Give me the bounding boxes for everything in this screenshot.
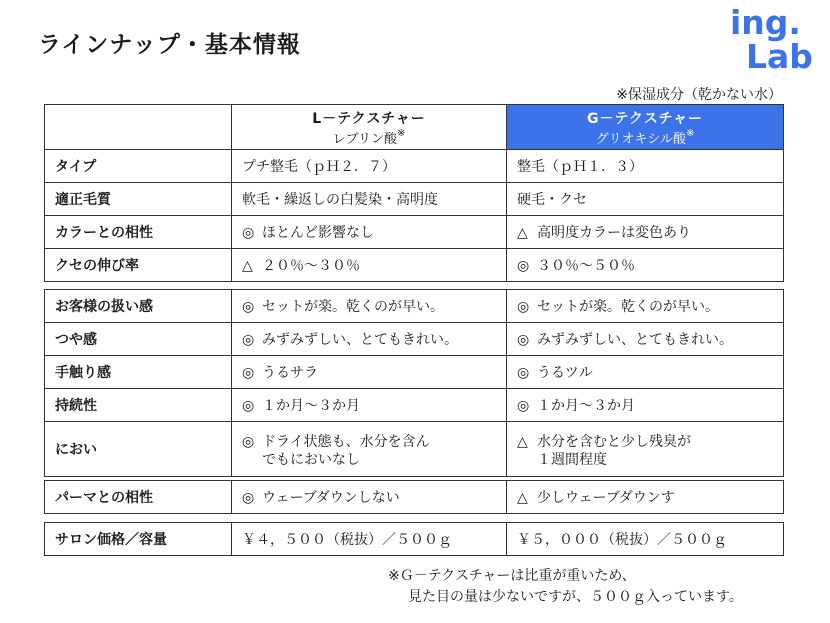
table-row bbox=[45, 183, 784, 216]
table-row bbox=[45, 249, 784, 282]
row-label: クセの伸び率 bbox=[45, 249, 232, 282]
rating-symbol: ◎ bbox=[242, 433, 255, 450]
comparison-table-perm bbox=[44, 480, 784, 514]
table-row bbox=[45, 422, 784, 477]
table-row bbox=[45, 216, 784, 249]
l-cell bbox=[232, 356, 507, 389]
rating-symbol: ◎ bbox=[517, 332, 530, 348]
l-texture-name: L－テクスチャー bbox=[312, 110, 426, 127]
g-texture-mark: ※ bbox=[686, 127, 695, 139]
header-l-texture bbox=[232, 105, 507, 150]
footer-note-line-2: 見た目の量は少ないですが、５００ｇ入っています。 bbox=[408, 589, 743, 605]
table-row bbox=[45, 323, 784, 356]
row-label: におい bbox=[45, 422, 232, 477]
rating-symbol: ◎ bbox=[242, 398, 255, 414]
rating-symbol: ◎ bbox=[242, 490, 255, 506]
row-label: パーマとの相性 bbox=[45, 481, 232, 514]
footer-note-line-1: ※Ｇ－テクスチャーは比重が重いため、 bbox=[388, 568, 636, 584]
header-empty-cell bbox=[45, 105, 232, 150]
table-row bbox=[45, 150, 784, 183]
l-cell-line-2: でもにおいなし bbox=[262, 451, 360, 468]
table-row bbox=[45, 523, 784, 556]
logo-line-1: ing. bbox=[730, 3, 801, 42]
rating-symbol: ◎ bbox=[517, 398, 530, 414]
table-row bbox=[45, 290, 784, 323]
l-cell-text: セットが楽。乾くのが早い。 bbox=[262, 299, 444, 315]
g-cell-text: みずみずしい、とてもきれい。 bbox=[537, 332, 733, 348]
comparison-table-feel bbox=[44, 289, 784, 477]
row-label: 持続性 bbox=[45, 389, 232, 422]
l-cell-text: うるサラ bbox=[262, 365, 318, 381]
l-texture-mark: ※ bbox=[397, 127, 406, 139]
rating-symbol: △ bbox=[517, 225, 528, 241]
rating-symbol: ◎ bbox=[242, 365, 255, 381]
top-note: ※保湿成分（乾かない水） bbox=[616, 87, 782, 103]
footer-note bbox=[388, 566, 743, 608]
g-cell: 整毛（ｐＨ１．３） bbox=[507, 150, 784, 183]
header-row bbox=[45, 105, 784, 150]
g-cell bbox=[507, 389, 784, 422]
row-label: お客様の扱い感 bbox=[45, 290, 232, 323]
g-texture-name: G－テクスチャー bbox=[586, 110, 704, 127]
rating-symbol: ◎ bbox=[517, 365, 530, 381]
l-cell bbox=[232, 422, 507, 477]
rating-symbol: △ bbox=[517, 490, 528, 506]
g-texture-ingredient: グリオキシル酸 bbox=[595, 131, 687, 147]
l-cell bbox=[232, 290, 507, 323]
rating-symbol: ◎ bbox=[242, 225, 255, 241]
l-cell bbox=[232, 249, 507, 282]
row-label: カラーとの相性 bbox=[45, 216, 232, 249]
l-cell bbox=[232, 323, 507, 356]
rating-symbol: ◎ bbox=[517, 258, 530, 274]
l-cell-text: ほとんど影響なし bbox=[262, 225, 374, 241]
l-cell-line-1: ドライ状態も、水分を含ん bbox=[262, 433, 430, 450]
header-g-texture bbox=[507, 105, 784, 150]
row-label: サロン価格／容量 bbox=[45, 523, 232, 556]
g-cell-text: セットが楽。乾くのが早い。 bbox=[537, 299, 719, 315]
l-cell-text: １か月～３か月 bbox=[262, 398, 360, 414]
g-cell bbox=[507, 249, 784, 282]
rating-symbol: ◎ bbox=[517, 299, 530, 315]
g-cell: 硬毛・クセ bbox=[507, 183, 784, 216]
l-cell bbox=[232, 216, 507, 249]
g-cell bbox=[507, 356, 784, 389]
logo-line-2: Lab bbox=[746, 37, 813, 76]
row-label: 手触り感 bbox=[45, 356, 232, 389]
l-cell-text: ２０％～３０％ bbox=[262, 258, 360, 274]
g-cell: ￥５，０００（税抜）／５００ｇ bbox=[507, 523, 784, 556]
g-cell-text: １か月～３か月 bbox=[537, 398, 635, 414]
rating-symbol: ◎ bbox=[242, 299, 255, 315]
rating-symbol: △ bbox=[517, 433, 528, 450]
l-cell-text: みずみずしい、とてもきれい。 bbox=[262, 332, 458, 348]
l-cell: ￥４，５００（税抜）／５００ｇ bbox=[232, 523, 507, 556]
g-cell-text: ３０％～５０％ bbox=[537, 258, 635, 274]
brand-logo bbox=[726, 3, 813, 76]
l-texture-ingredient: レブリン酸 bbox=[332, 131, 398, 147]
l-cell bbox=[232, 481, 507, 514]
g-cell bbox=[507, 323, 784, 356]
comparison-table-price bbox=[44, 522, 784, 556]
g-cell-text: 高明度カラーは変色あり bbox=[537, 225, 691, 241]
rating-symbol: △ bbox=[242, 258, 253, 274]
page-title: ラインナップ・基本情報 bbox=[38, 32, 301, 58]
row-label: 適正毛質 bbox=[45, 183, 232, 216]
comparison-table-basic bbox=[44, 104, 784, 282]
l-cell: プチ整毛（ｐＨ２．７） bbox=[232, 150, 507, 183]
g-cell bbox=[507, 290, 784, 323]
table-row bbox=[45, 389, 784, 422]
l-cell-text: ウェーブダウンしない bbox=[262, 490, 400, 506]
g-cell-text: 少しウェーブダウンす bbox=[537, 490, 675, 506]
l-cell bbox=[232, 389, 507, 422]
g-cell bbox=[507, 481, 784, 514]
l-cell: 軟毛・繰返しの白髪染・高明度 bbox=[232, 183, 507, 216]
g-cell-line-2: １週間程度 bbox=[537, 451, 607, 468]
rating-symbol: ◎ bbox=[242, 332, 255, 348]
row-label: つや感 bbox=[45, 323, 232, 356]
g-cell bbox=[507, 216, 784, 249]
row-label: タイプ bbox=[45, 150, 232, 183]
g-cell-line-1: 水分を含むと少し残臭が bbox=[537, 433, 691, 450]
g-cell-text: うるツル bbox=[537, 365, 593, 381]
table-row bbox=[45, 481, 784, 514]
table-row bbox=[45, 356, 784, 389]
g-cell bbox=[507, 422, 784, 477]
